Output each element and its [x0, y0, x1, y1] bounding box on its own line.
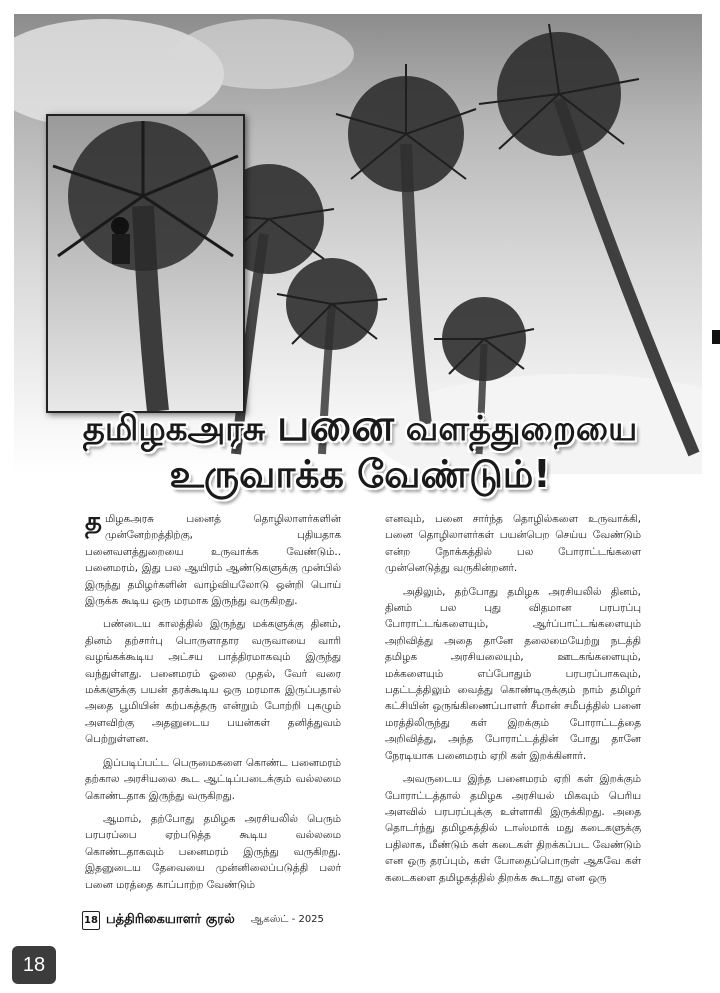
magazine-name: பத்திரிகையாளர் குரல் [106, 912, 235, 927]
headline-line-1 [0, 400, 720, 457]
paragraph: எனவும், பனை சார்ந்த தொழில்களை உருவாக்கி, பனை தொழிலாளர்கள் பயன்பெற செய்ய வேண்டும் என்ற நோக்கத்தில் பல போராட்டங்களை முன்னெடுத்து வருகின்றனர். [385, 513, 641, 575]
paragraph: அதிலும், தற்போது தமிழக அரசியலில் தினம், தினம் பல புது விதமான பரபரப்பு போராட்டங்களையும், ஆர்ப்பாட்டங்களையும் அறிவித்து அதை தானே தலைமையேற்று நடத்தி தமிழக அரசியலையும், ஊடகங்களையும், மக்களையும் எப்போதும் பரபரப்பாகவும், பதட்டத்திலும் வைத்து கொண்டிருக்கும் நாம் தமிழர் கட்சியின் ஒருங்கிணைப்பாளர் சீமான் சமீபத்தில் பனை மரத்திலிருந்து கள் இறக்கும் போராட்டத்தை அறிவித்து, அந்த போராட்டத்தின் போது தானே நேரடியாக பனைமரம் ஏறி கள் இறக்கினார். [385, 585, 641, 762]
edge-marker [712, 330, 720, 344]
paragraph: பண்டைய காலத்தில் இருந்து மக்களுக்கு தினம், தினம் தற்சார்பு பொருளாதார வருவாயை வாரி வழங்கக்கூடிய அட்சய பாத்திரமாகவும் இருந்து வந்துள்ளது. பனைமரம் ஓலை முதல், வேர் வரை மக்களுக்கு பயன் தரக்கூடிய ஒரு மரமாக இருப்பதால் அதை பூமியின் கற்பகத்தரு என்றும் போற்றி புகழும் அளவிற்கு அதனுடைய பயன்கள் தனித்துவம் பெற்றுள்ளன. [85, 618, 341, 746]
viewer-page-badge[interactable]: 18 [12, 946, 56, 984]
footer-page-number: 18 [82, 911, 100, 930]
drop-cap: த [85, 507, 102, 537]
headline-emphasis: பனை [276, 400, 394, 451]
headline-line-2: உருவாக்க வேண்டும்! [169, 452, 551, 496]
paragraph: இப்படிப்பட்ட பெருமைகளை கொண்ட பனைமரம் தற்கால அரசியலை கூட ஆட்டிப்படைக்கும் வல்லமை கொண்டதாக இருந்து வருகிறது. [85, 756, 341, 802]
article-column-left [85, 507, 341, 900]
article-column-right [385, 511, 641, 893]
paragraph: தமிழகஅரசு பனைத் தொழிலாளர்களின் முன்னேற்றத்திற்கு, புதியதாக பனைவளத்துறையை உருவாக்க வேண்டும்.. பனைமரம், இது பல ஆயிரம் ஆண்டுகளுக்கு முன்பில் இருந்து தமிழர்களின் வாழ்வியலோடு ஒன்றி பொய் இருக்க கூடிய ஒரு மரமாக இருந்து வருகிறது. [85, 507, 341, 608]
page-footer [82, 909, 324, 931]
climber-photo-inset [46, 114, 245, 413]
headline-part-1: தமிழகஅரசு [82, 409, 266, 449]
paragraph: ஆமாம், தற்போது தமிழக அரசியலில் பெரும் பரபரப்பை ஏற்படுத்த கூடிய வல்லமை கொண்டதாகவும் பனைமரம் இருந்து வருகிறது. இதனுடைய தேவையை முன்னிலைப்படுத்தி பலர் பனை மரத்தை காப்பாற்ற வேண்டும் [85, 812, 341, 891]
issue-date: ஆகஸ்ட் - 2025 [250, 914, 324, 925]
paragraph: அவருடைய இந்த பனைமரம் ஏறி கள் இறக்கும் போராட்டத்தால் தமிழக அரசியல் மிகவும் பெரிய அளவில் பரபரப்புக்கு உள்ளாகி இருக்கிறது. அதை தொடர்ந்து தமிழகத்தில் டாஸ்மாக் மது கடைகளுக்கு பதிலாக, மீண்டும் கள் கடைகள் திறக்கப்பட வேண்டும் என ஒரு தரப்பும், கள் போதைப்பொருள் ஆகவே கள் கடைகளை தமிழகத்தில் திறக்க கூடாது என ஒரு [385, 773, 641, 884]
headline-part-2: வளத்துறையை [405, 409, 638, 449]
